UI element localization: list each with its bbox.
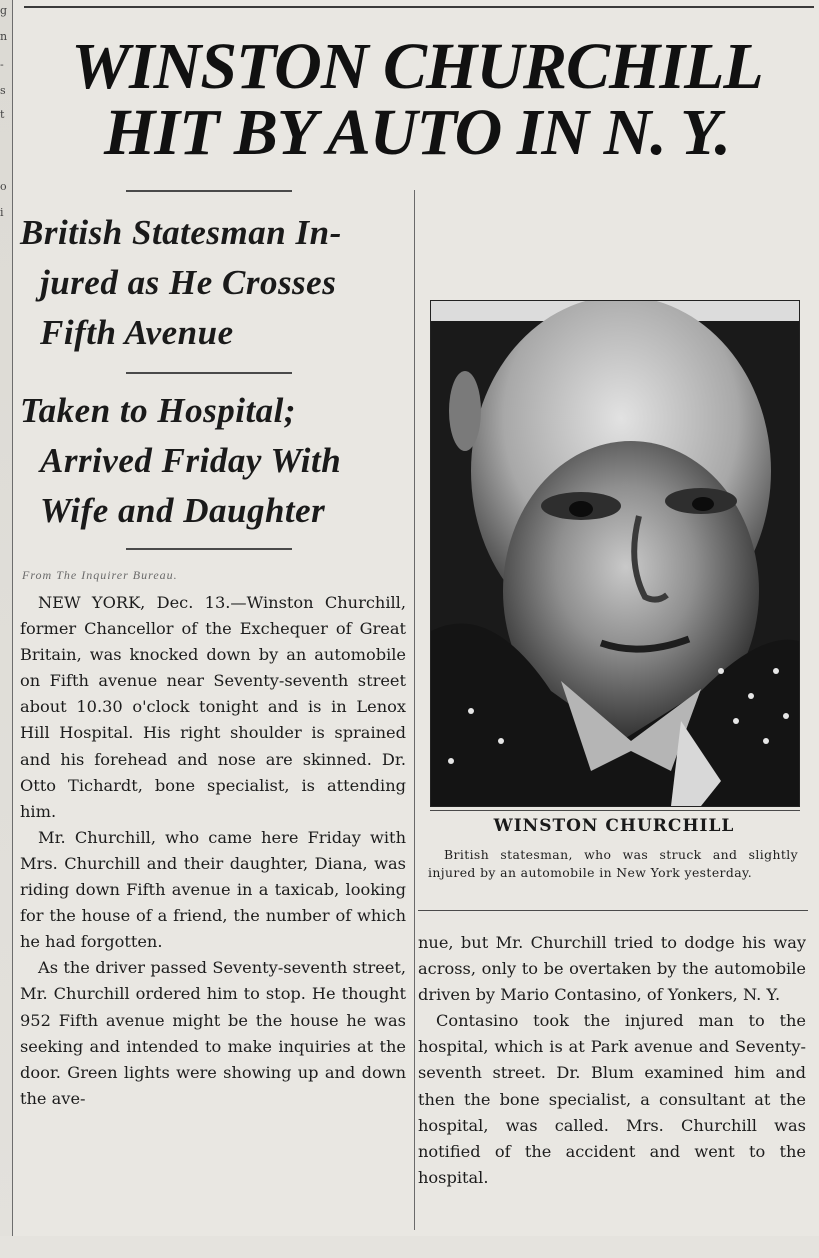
- deck-rule: [126, 548, 292, 550]
- column-divider: [414, 190, 415, 1230]
- caption-rule: [418, 910, 808, 911]
- previous-column-edge: [0, 0, 13, 1258]
- photo-rule: [430, 810, 800, 811]
- margin-letter: g: [0, 4, 8, 17]
- paragraph: Mr. Churchill, who came here Friday with Mrs. Churchill and their daughter, Diana, was riding down Fifth avenue in a taxicab, looking for the house of a friend, the number of which he had forgotten.: [20, 827, 406, 952]
- paragraph: NEW YORK, Dec. 13.—Winston Churchill, former Chancellor of the Exchequer of Great Britain, was knocked down by an automobile on Fifth avenue near Seventy-seventh street about 10.30 o'clock tonight and is in Lenox Hill Hospital. His right shoulder is sprained and his forehead and nose are skinned. Dr. Otto Tichardt, bone specialist, is attending him.: [20, 593, 406, 821]
- margin-letter: s: [0, 84, 6, 97]
- subheadline-one: [20, 208, 410, 358]
- headline-line-1: WINSTON CHURCHILL: [71, 30, 763, 103]
- paragraph: As the driver passed Seventy-seventh street, Mr. Churchill ordered him to stop. He thought 952 Fifth avenue might be the house he was seeking and intended to make inquiries at the door. Green lights were showing up and down the ave-: [20, 958, 406, 1108]
- subheadline-two-line-3: Wife and Daughter: [40, 491, 326, 530]
- margin-letter: i: [0, 206, 4, 219]
- page-bottom-edge: [0, 1236, 819, 1258]
- subheadline-one-line-3: Fifth Avenue: [40, 313, 234, 352]
- subheadline-one-line-2: jured as He Crosses: [40, 263, 337, 302]
- byline: From The Inquirer Bureau.: [22, 568, 178, 582]
- margin-letter: -: [0, 58, 4, 71]
- portrait-photo: [430, 300, 800, 807]
- headline-line-2: HIT BY AUTO IN N. Y.: [104, 96, 730, 169]
- subheadline-two-line-1: Taken to Hospital;: [20, 391, 297, 430]
- paragraph: nue, but Mr. Churchill tried to dodge his way across, only to be overtaken by the automobile driven by Mario Contasino, of Yonkers, N. Y.: [418, 933, 806, 1005]
- portrait-illustration: [431, 301, 799, 806]
- photo-caption-title: WINSTON CHURCHILL: [493, 816, 735, 836]
- margin-letter: o: [0, 180, 7, 193]
- margin-letter: n: [0, 30, 8, 43]
- paragraph: Contasino took the injured man to the hospital, which is at Park avenue and Seventy-seventh street. Dr. Blum examined him and then the bone specialist, a consultant at the hospital, was called. Mrs. Churchill was notified of the accident and went to the hospital.: [418, 1011, 806, 1187]
- margin-letter: t: [0, 108, 5, 121]
- deck-rule: [126, 372, 292, 374]
- top-rule: [24, 6, 814, 8]
- article-column-left: [20, 590, 406, 1112]
- photo-caption: British statesman, who was struck and slightly injured by an automobile in New York yesterday.: [428, 847, 798, 880]
- subheadline-two: [20, 386, 410, 536]
- subheadline-one-line-1: British Statesman In-: [20, 213, 342, 252]
- subheadline-two-line-2: Arrived Friday With: [40, 441, 342, 480]
- article-column-right: [418, 930, 806, 1191]
- headline: [22, 30, 812, 169]
- deck-rule: [126, 190, 292, 192]
